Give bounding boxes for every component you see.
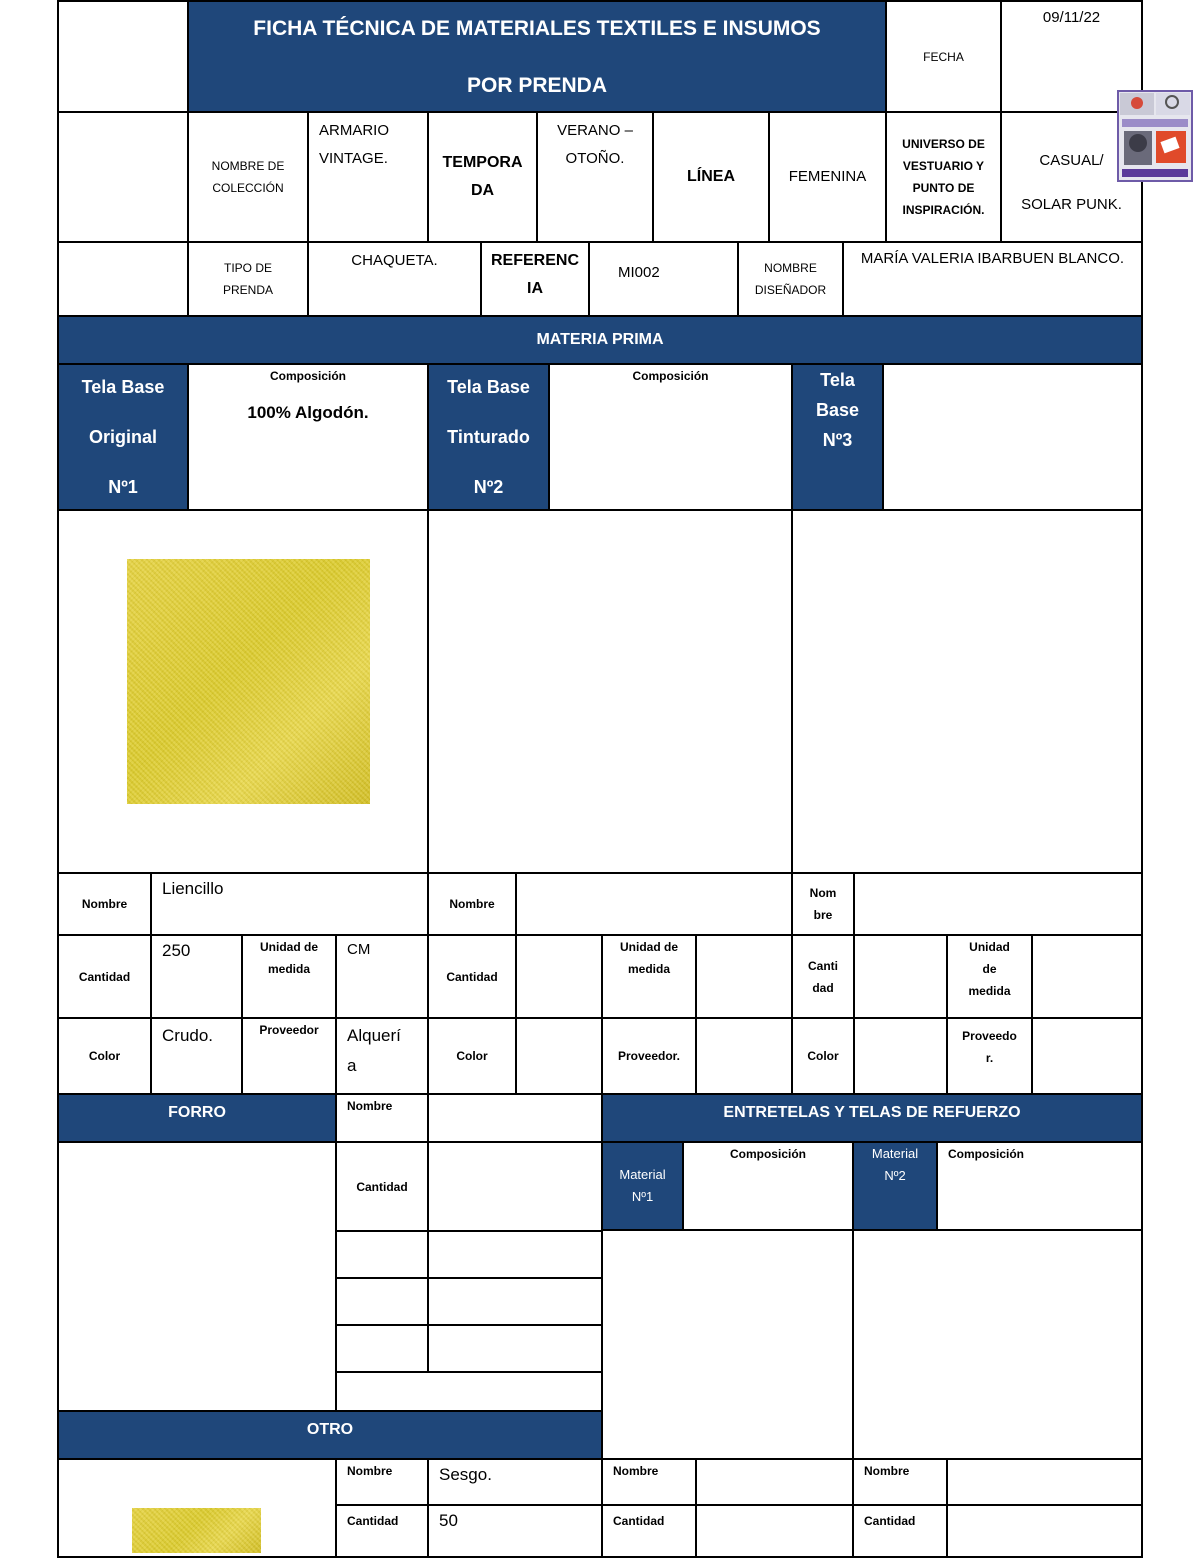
fabric-swatch-liencillo: [127, 559, 370, 804]
tela2-proveedor-label: Proveedor.: [601, 1017, 697, 1095]
temporada-value: VERANO – OTOÑO.: [536, 111, 654, 243]
disenador-value: MARÍA VALERIA IBARBUEN BLANCO.: [842, 241, 1143, 317]
material2-swatch-cell: [852, 1229, 1143, 1460]
forro-row-b-value: [427, 1277, 603, 1326]
tipo-label: TIPO DE PRENDA: [187, 241, 309, 317]
otro2-nombre-label: Nombre: [601, 1458, 697, 1506]
tela1-proveedor-label: Proveedor: [241, 1017, 337, 1095]
material1-label: Material Nº1: [601, 1141, 684, 1231]
tela2-cantidad-value: [515, 934, 603, 1019]
tela1-color-label: Color: [57, 1017, 152, 1095]
otro2-cantidad-label: Cantidad: [601, 1504, 697, 1558]
otro3-cantidad-label: Cantidad: [852, 1504, 948, 1558]
materia-prima-title: MATERIA PRIMA: [57, 315, 1143, 365]
otro-nombre-label: Nombre: [335, 1458, 429, 1506]
tela3-composicion: [882, 363, 1143, 511]
material1-swatch-cell: [601, 1229, 854, 1460]
otro2-nombre-value: [695, 1458, 854, 1506]
tipo-value: CHAQUETA.: [307, 241, 482, 317]
logo-cell-3: [57, 241, 189, 317]
fecha-value: 09/11/22: [1000, 0, 1143, 113]
tela3-swatch-cell: [791, 509, 1143, 874]
title-line-2: POR PRENDA: [466, 73, 608, 97]
tela2-composicion: Composición: [548, 363, 793, 511]
linea-label: LÍNEA: [652, 111, 770, 243]
forro-row-b-label: [335, 1277, 429, 1326]
forro-row-c-label: [335, 1324, 429, 1373]
otro3-nombre-label: Nombre: [852, 1458, 948, 1506]
tela2-nombre-label: Nombre: [427, 872, 517, 936]
otro-cantidad-label: Cantidad: [335, 1504, 429, 1558]
logo-cell: [57, 0, 189, 113]
tela2-unidad-value: [695, 934, 793, 1019]
tela2-nombre-value: [515, 872, 793, 936]
forro-nombre-label: Nombre: [335, 1093, 429, 1143]
otro3-nombre-value: [946, 1458, 1143, 1506]
tela2-unidad-label: Unidad de medida: [601, 934, 697, 1019]
tela1-composicion: Composición 100% Algodón.: [187, 363, 429, 511]
material1-composicion: Composición: [682, 1141, 854, 1231]
tela1-unidad-value: CM: [335, 934, 429, 1019]
institution-logo-icon: [1110, 83, 1200, 188]
otro-cantidad-value: 50: [427, 1504, 603, 1558]
forro-cantidad-value: [427, 1141, 603, 1232]
forro-title: FORRO: [57, 1093, 337, 1143]
forro-row-c-value: [427, 1324, 603, 1373]
tela2-color-label: Color: [427, 1017, 517, 1095]
tela3-color-label: Color: [791, 1017, 855, 1095]
coleccion-label: NOMBRE DE COLECCIÓN: [187, 111, 309, 243]
tela1-cantidad-value: 250: [150, 934, 243, 1019]
document-title: [187, 0, 887, 113]
tela3-nombre-value: [853, 872, 1143, 936]
tela1-proveedor-value: Alquerí a: [335, 1017, 429, 1095]
tela1-label: Tela Base Original Nº1: [57, 363, 189, 511]
logo-cell-2: [57, 111, 189, 243]
tela3-cantidad-value: [853, 934, 948, 1019]
title-line-1: FICHA TÉCNICA DE MATERIALES TEXTILES E INSUMOS: [253, 16, 821, 40]
forro-nombre-value: [427, 1093, 603, 1143]
referencia-label: REFERENCIA: [480, 241, 590, 317]
entretelas-title: ENTRETELAS Y TELAS DE REFUERZO: [601, 1093, 1143, 1143]
material2-composicion: Composición: [936, 1141, 1143, 1231]
tela2-label: Tela Base Tinturado Nº2: [427, 363, 550, 511]
forro-cantidad-label: Cantidad: [335, 1141, 429, 1232]
forro-row-a-label: [335, 1230, 429, 1279]
otro-title: OTRO: [57, 1410, 603, 1460]
otro2-cantidad-value: [695, 1504, 854, 1558]
tela3-cantidad-label: Canti dad: [791, 934, 855, 1019]
tela2-color-value: [515, 1017, 603, 1095]
universo-label: UNIVERSO DE VESTUARIO Y PUNTO DE INSPIRACIÓN.: [885, 111, 1002, 243]
tela2-cantidad-label: Cantidad: [427, 934, 517, 1019]
tela3-unidad-value: [1031, 934, 1143, 1019]
forro-swatch-cell: [57, 1141, 337, 1412]
otro-nombre-value: Sesgo.: [427, 1458, 603, 1506]
tela3-label: Tela Base Nº3: [791, 363, 884, 511]
otro3-cantidad-value: [946, 1504, 1143, 1558]
tela1-color-value: Crudo.: [150, 1017, 243, 1095]
tela1-cantidad-label: Cantidad: [57, 934, 152, 1019]
tela1-unidad-label: Unidad de medida: [241, 934, 337, 1019]
linea-value: FEMENINA: [768, 111, 887, 243]
referencia-value: MI002: [588, 241, 739, 317]
tela1-nombre-label: Nombre: [57, 872, 152, 936]
forro-row-a-value: [427, 1230, 603, 1279]
universo-value: CASUAL/ SOLAR PUNK.: [1000, 111, 1143, 243]
disenador-label: NOMBRE DISEÑADOR: [737, 241, 844, 317]
tela3-proveedor-value: [1031, 1017, 1143, 1095]
fecha-label: FECHA: [885, 0, 1002, 113]
tela3-nombre-label: Nom bre: [791, 872, 855, 936]
tela2-proveedor-value: [695, 1017, 793, 1095]
material2-label: Material Nº2: [852, 1141, 938, 1231]
tela3-color-value: [853, 1017, 948, 1095]
tela3-unidad-label: Unidad de medida: [946, 934, 1033, 1019]
fabric-swatch-sesgo: [132, 1508, 261, 1553]
forro-row-d: [335, 1371, 603, 1412]
tela2-swatch-cell: [427, 509, 793, 874]
temporada-label: TEMPORADA: [427, 111, 538, 243]
coleccion-value: ARMARIO VINTAGE.: [307, 111, 429, 243]
tela1-nombre-value: Liencillo: [150, 872, 429, 936]
tela3-proveedor-label: Proveedo r.: [946, 1017, 1033, 1095]
